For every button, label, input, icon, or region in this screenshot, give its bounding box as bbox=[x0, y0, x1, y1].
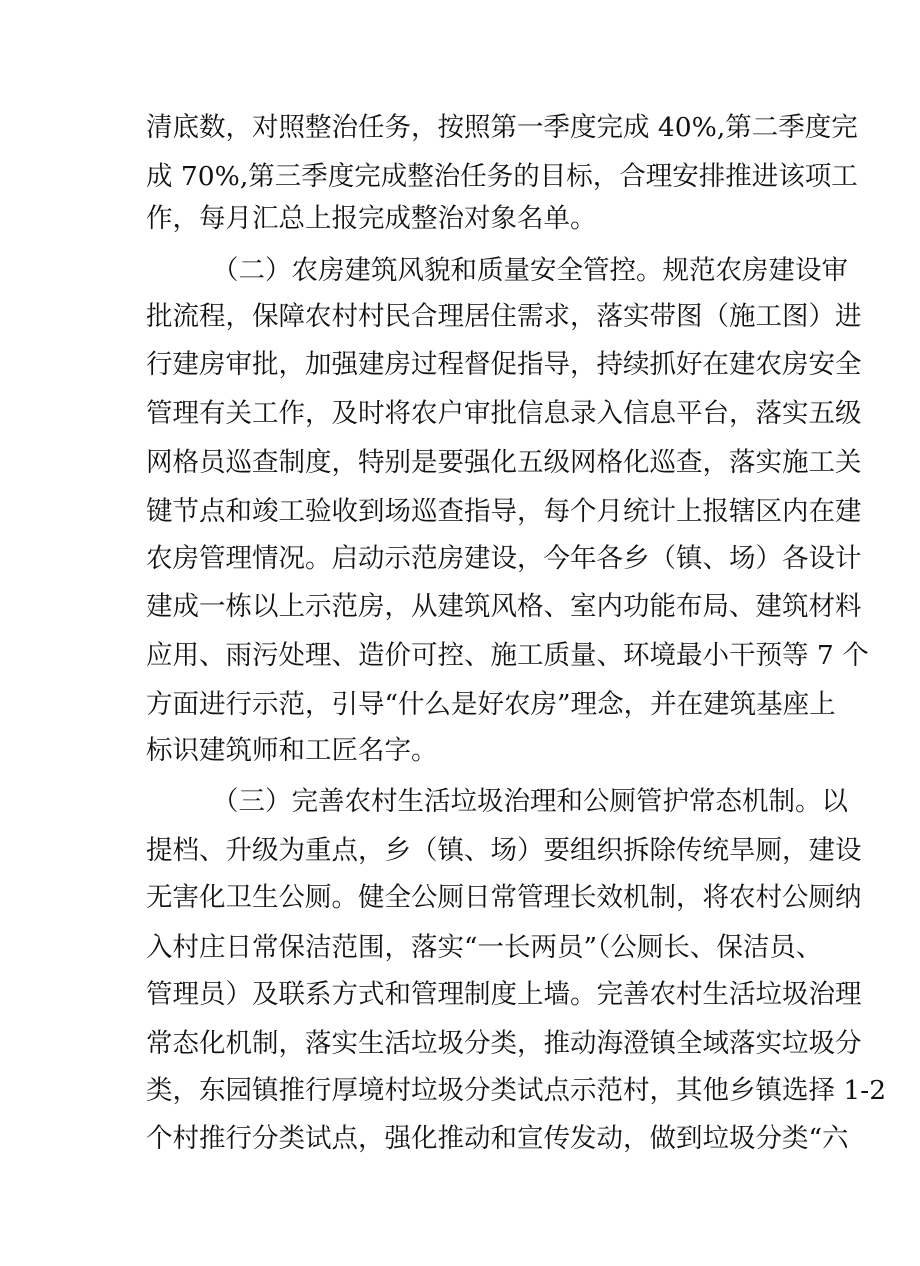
text-line: 个村推行分类试点，强化推动和宣传发动，做到垃圾分类“六 bbox=[146, 1123, 849, 1154]
paragraph-heading-line: （二）农房建筑风貌和质量安全管控。规范农房建设审 bbox=[212, 255, 848, 286]
text-line: 管理有关工作，及时将农户审批信息录入信息平台，落实五级 bbox=[146, 398, 862, 429]
text-line: 类，东园镇推行厚境村垃圾分类试点示范村，其他乡镇选择 1-2 bbox=[146, 1075, 887, 1106]
text-line: 作，每月汇总上报完成整治对象名单。 bbox=[146, 203, 597, 234]
text-line: 建成一栋以上示范房，从建筑风格、室内功能布局、建筑材料 bbox=[146, 591, 862, 622]
text-line: 农房管理情况。启动示范房建设，今年各乡（镇、场）各设计 bbox=[146, 543, 862, 574]
text-line: 入村庄日常保洁范围，落实“一长两员”（公厕长、保洁员、 bbox=[146, 932, 823, 963]
paragraph-heading-line: （三）完善农村生活垃圾治理和公厕管护常态机制。以 bbox=[212, 786, 848, 817]
text-line: 管理员）及联系方式和管理制度上墙。完善农村生活垃圾治理 bbox=[146, 979, 862, 1010]
text-line: 常态化机制，落实生活垃圾分类，推动海澄镇全域落实垃圾分 bbox=[146, 1028, 862, 1059]
text-line: 清底数，对照整治任务，按照第一季度完成 40%,第二季度完 bbox=[146, 112, 858, 143]
text-line: 无害化卫生公厕。健全公厕日常管理长效机制，将农村公厕纳 bbox=[146, 882, 862, 913]
text-line: 成 70%,第三季度完成整治任务的目标，合理安排推进该项工 bbox=[146, 161, 858, 192]
text-line: 方面进行示范，引导“什么是好农房”理念，并在建筑基座上 bbox=[146, 689, 836, 720]
text-line: 标识建筑师和工匠名字。 bbox=[146, 735, 438, 766]
text-line: 键节点和竣工验收到场巡查指导，每个月统计上报辖区内在建 bbox=[146, 496, 862, 527]
text-line: 提档、升级为重点，乡（镇、场）要组织拆除传统旱厕，建设 bbox=[146, 835, 862, 866]
text-line: 网格员巡查制度，特别是要强化五级网格化巡查，落实施工关 bbox=[146, 447, 862, 478]
text-line: 应用、雨污处理、造价可控、施工质量、环境最小干预等 7 个 bbox=[146, 640, 869, 671]
text-line: 批流程，保障农村村民合理居住需求，落实带图（施工图）进 bbox=[146, 301, 862, 332]
text-line: 行建房审批，加强建房过程督促指导，持续抓好在建农房安全 bbox=[146, 349, 862, 380]
